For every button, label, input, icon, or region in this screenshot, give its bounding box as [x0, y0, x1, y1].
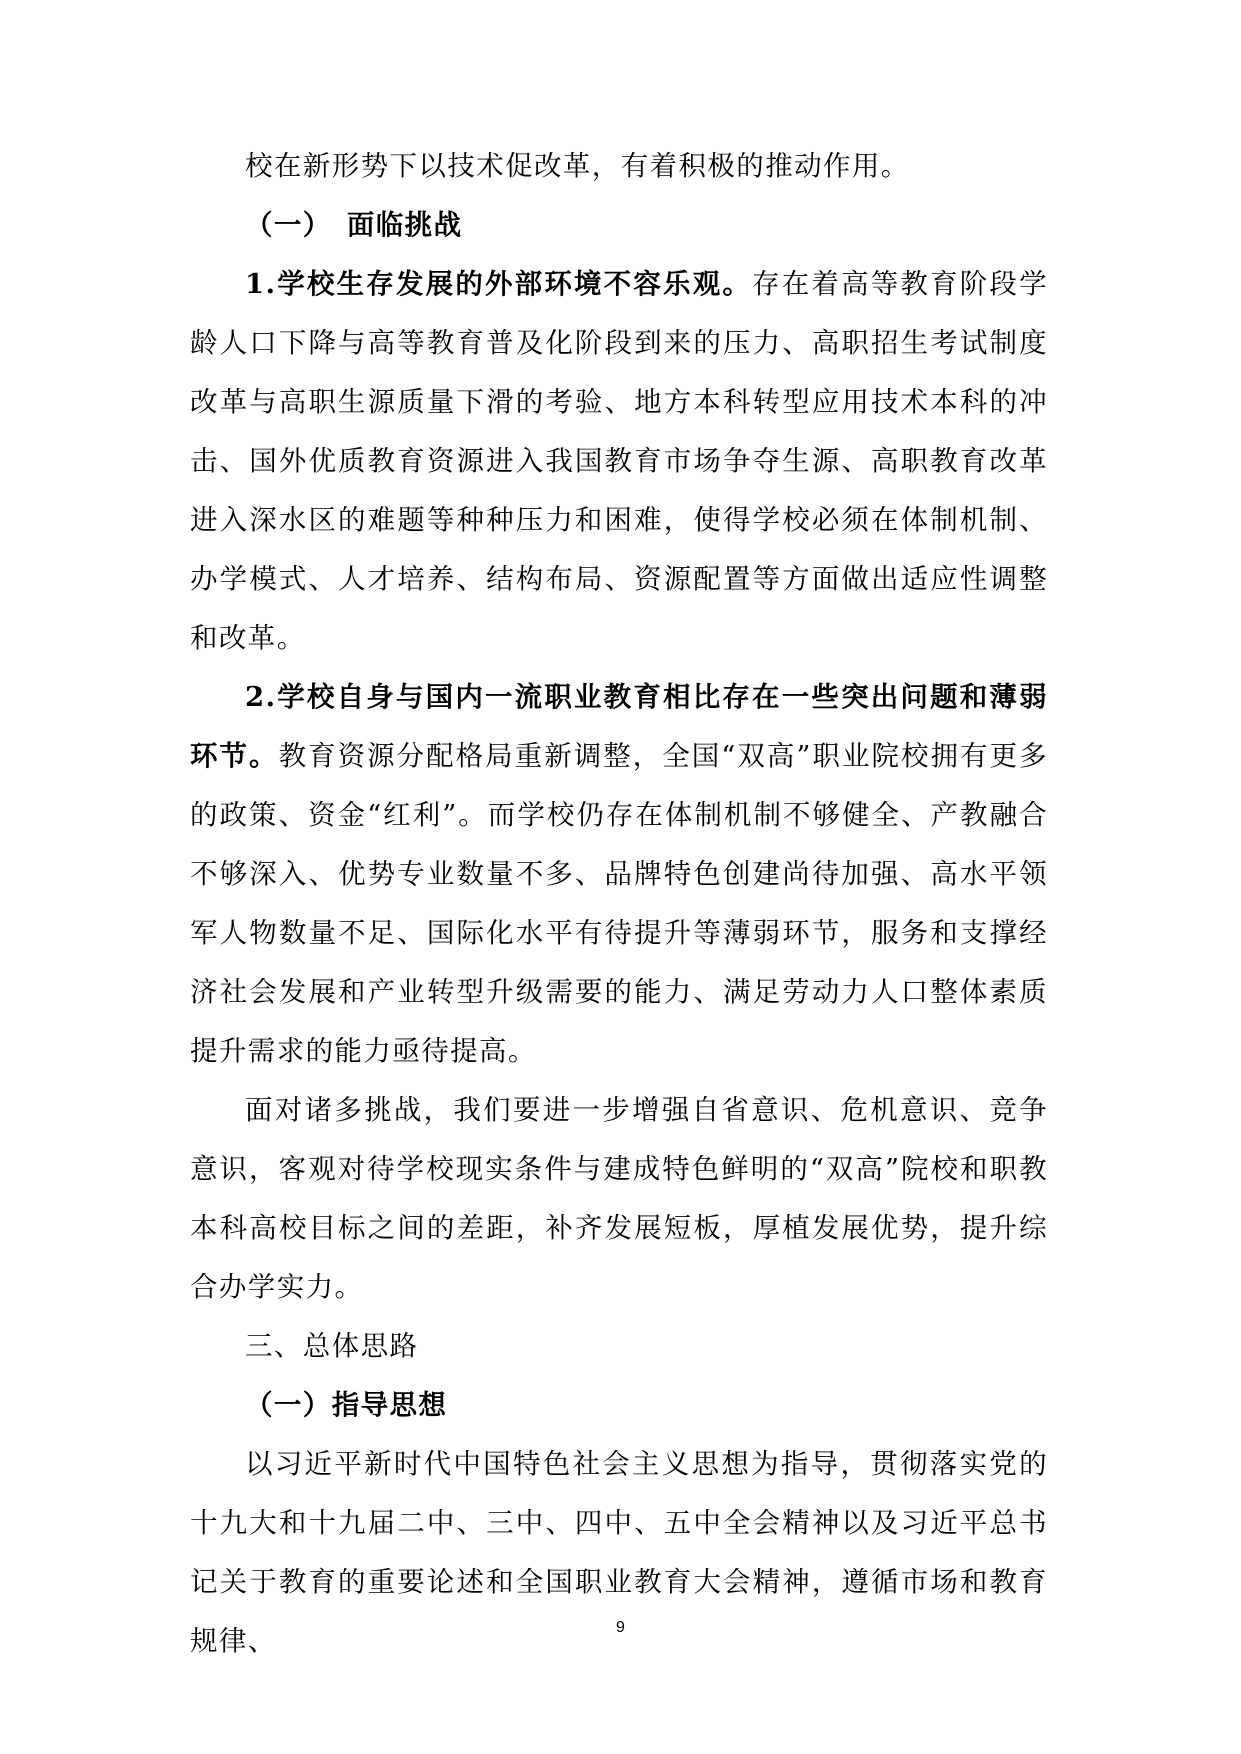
paragraph-facing-challenges: 面对诸多挑战，我们要进一步增强自省意识、危机意识、竞争意识，客观对待学校现实条件与建成特色鲜明的“双高”院校和职教本科高校目标之间的差距，补齐发展短板，厚植发展优势，提升综合办学实力。 [190, 1094, 1048, 1303]
body-text [190, 137, 1048, 1671]
paragraph-continuation: 校在新形势下以技术促改革，有着积极的推动作用。 [245, 150, 910, 182]
paragraph-lead: 2.学校自身与国内一流职业教育相比存在一些突出问题和薄弱环节。 [190, 681, 1048, 772]
paragraph-external-environment [190, 255, 1048, 668]
page-number: 9 [616, 1619, 625, 1636]
paragraph-body: 存在着高等教育阶段学龄人口下降与高等教育普及化阶段到来的压力、高职招生考试制度改革与高职生源质量下滑的考验、地方本科转型应用技术本科的冲击、国外优质教育资源进入我国教育市场争夺生源、高职教育改革进入深水区的难题等种种压力和困难，使得学校必须在体制机制、办学模式、人才培养、结构布局、资源配置等方面做出适应性调整和改革。 [190, 268, 1048, 654]
paragraph-guiding-ideology: 以习近平新时代中国特色社会主义思想为指导，贯彻落实党的十九大和十九届二中、三中、四中、五中全会精神以及习近平总书记关于教育的重要论述和全国职业教育大会精神，遵循市场和教育规律、 [190, 1448, 1048, 1657]
paragraph-body: 教育资源分配格局重新调整，全国“双高”职业院校拥有更多的政策、资金“红利”。而学校仍存在体制机制不够健全、产教融合不够深入、优势专业数量不多、品牌特色创建尚待加强、高水平领军人物数量不足、国际化水平有待提升等薄弱环节，服务和支撑经济社会发展和产业转型升级需要的能力、满足劳动力人口整体素质提升需求的能力亟待提高。 [190, 740, 1049, 1067]
paragraph-lead: 1.学校生存发展的外部环境不容乐观。 [245, 268, 753, 300]
paragraph-internal-problems [190, 668, 1048, 1081]
subheading-challenges: （一） 面临挑战 [245, 209, 463, 241]
section-heading-overall-approach: 三、总体思路 [245, 1330, 419, 1362]
subheading-guiding-ideology: （一）指导思想 [245, 1389, 448, 1421]
